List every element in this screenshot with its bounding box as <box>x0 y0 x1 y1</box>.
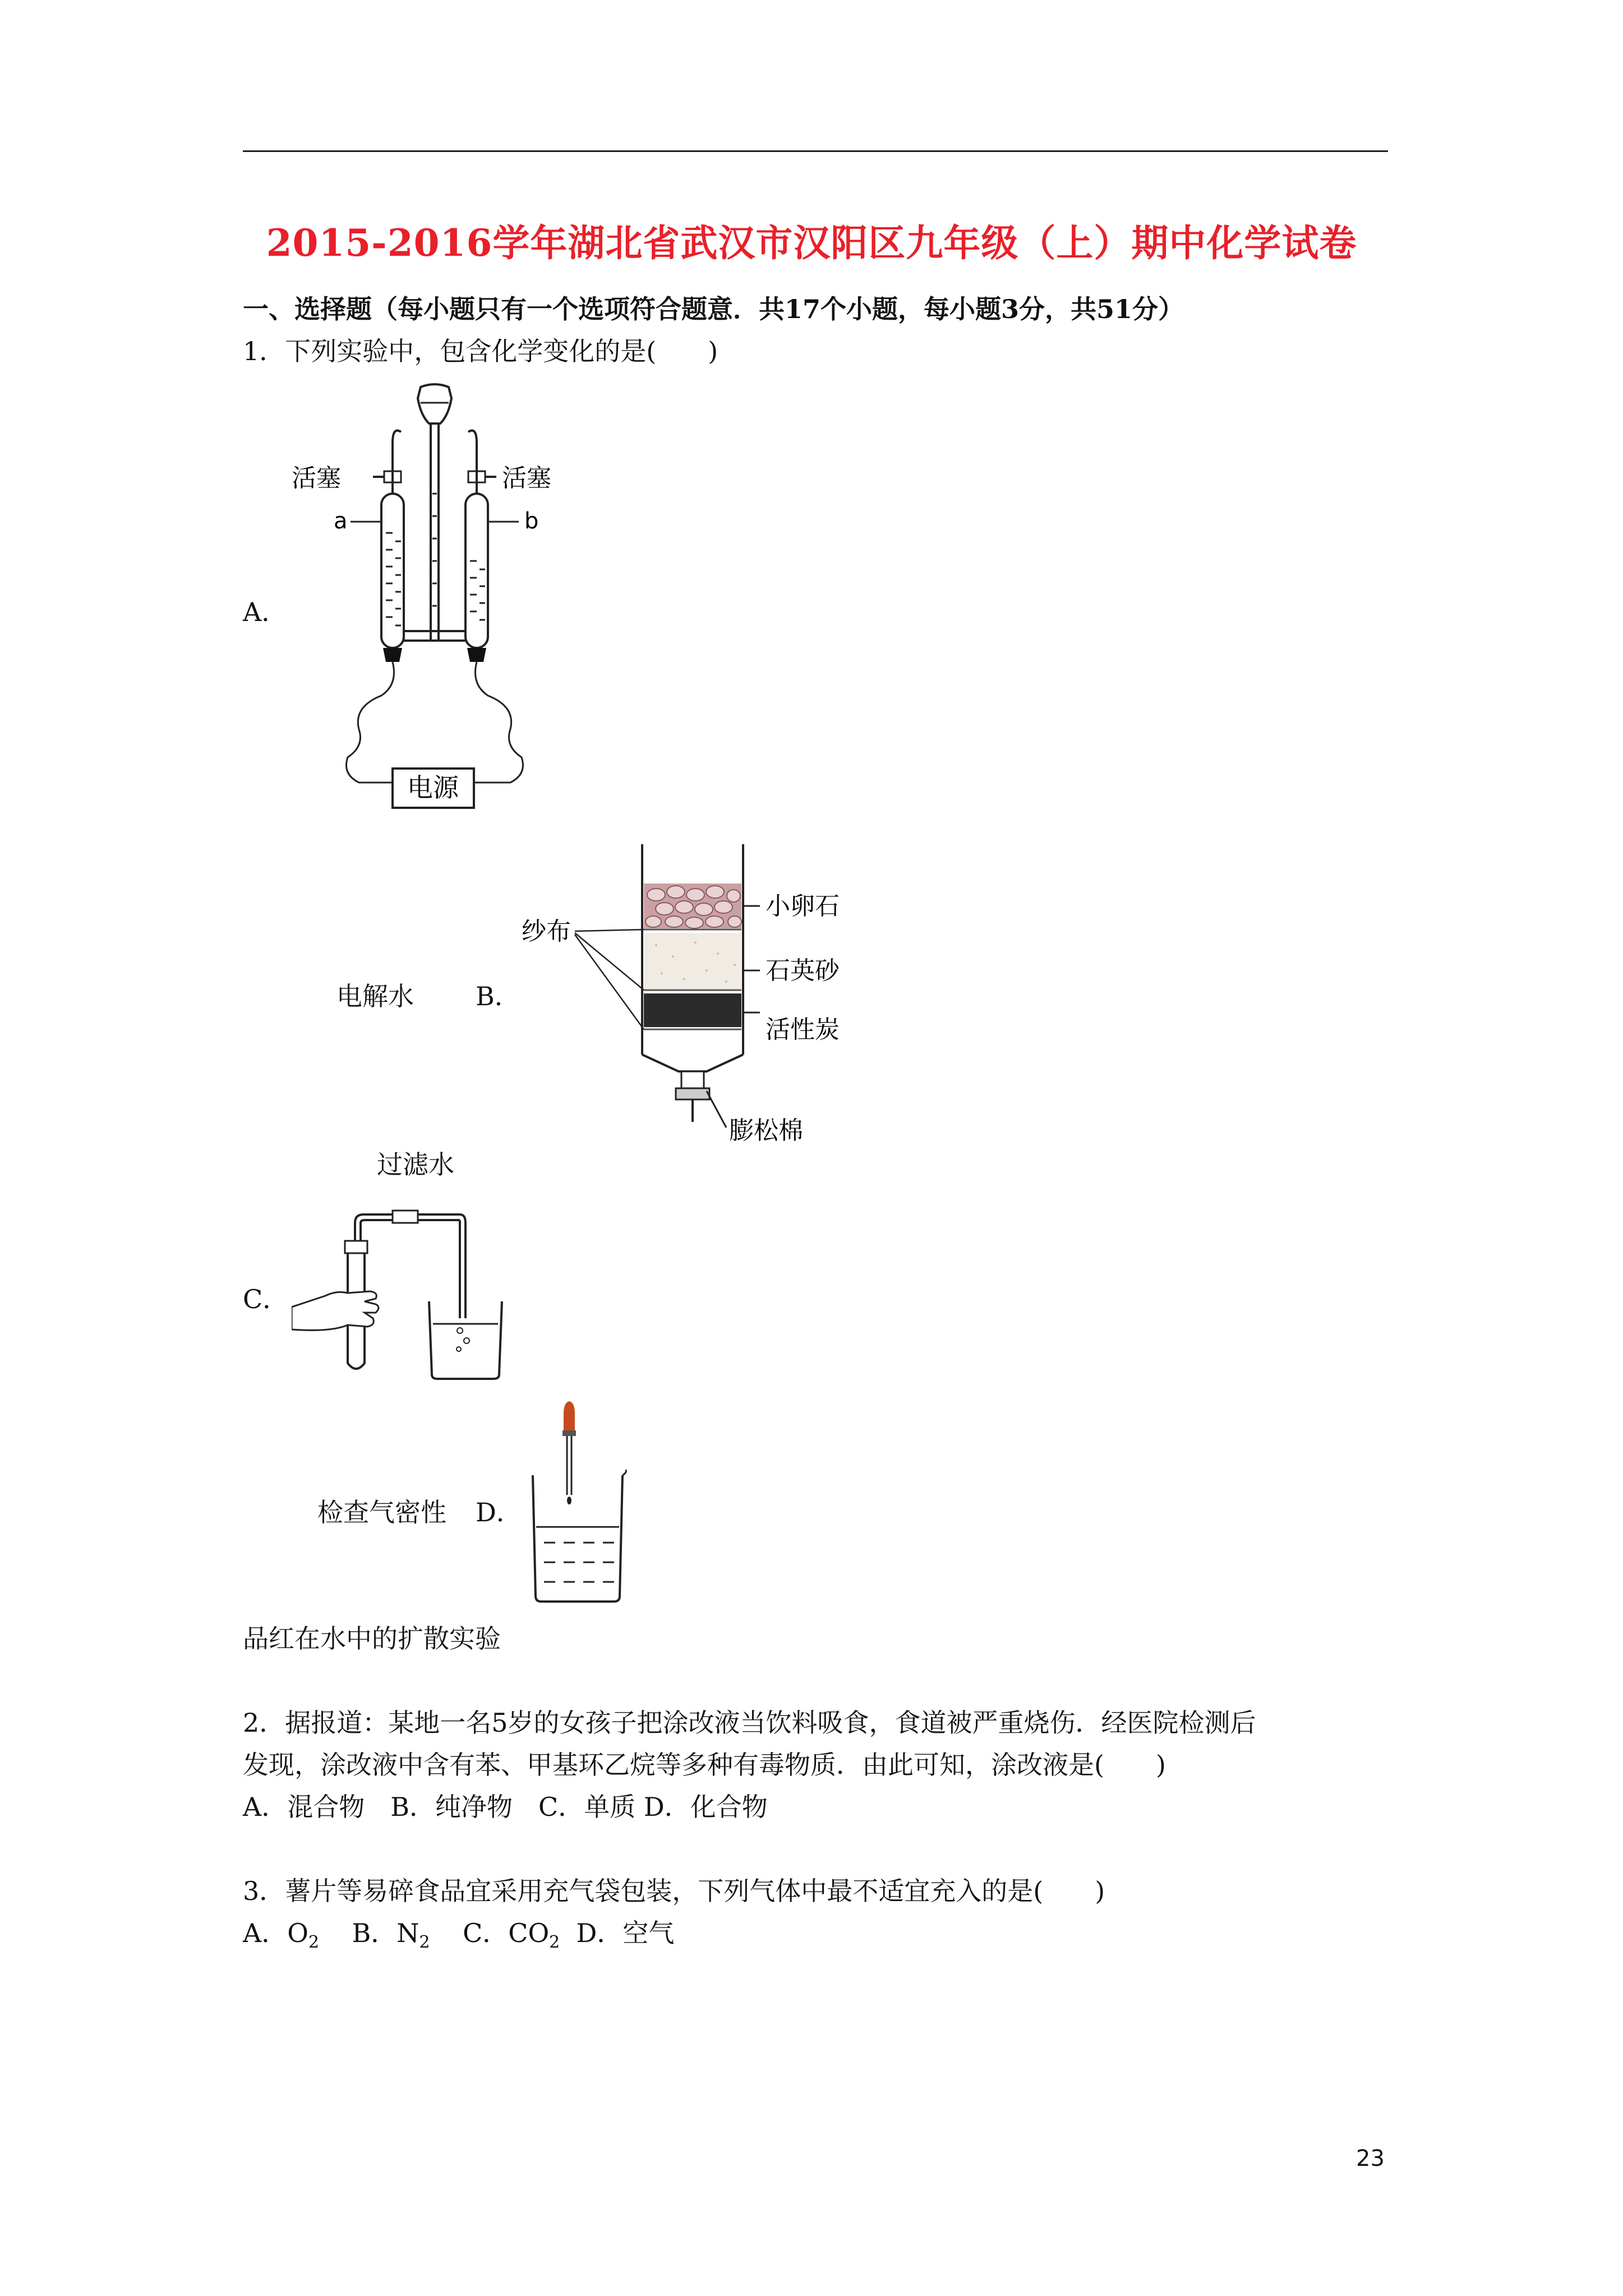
q1-option-b-caption: 过滤水 <box>377 1149 454 1180</box>
q3-options <box>243 1913 674 1952</box>
airtightness-check-figure <box>292 1200 628 1386</box>
water-filter-figure <box>516 844 875 1147</box>
quartz-sand-label: 石英砂 <box>766 956 840 985</box>
right-stopcock-label: 活塞 <box>502 464 551 493</box>
q3-option-b: B．$N_2$ <box>352 1918 430 1953</box>
left-stopcock-label: 活塞 <box>292 464 341 493</box>
section-heading: 一、选择题（每小题只有一个选项符合题意．共17个小题，每小题3分，共51分） <box>243 294 1184 324</box>
power-source-label: 电源 <box>407 772 459 803</box>
q1-option-a-label: A． <box>243 597 288 627</box>
q2-stem-line2: 发现，涂改液中含有苯、甲基环乙烷等多种有毒物质．由此可知，涂改液是( ) <box>243 1750 1166 1780</box>
q1-option-d-label: D． <box>476 1497 522 1527</box>
page-number: 23 <box>1356 2146 1385 2171</box>
q1-option-d-caption: 品红在水中的扩散实验 <box>243 1623 501 1654</box>
activated-carbon-label: 活性炭 <box>766 1015 840 1044</box>
gauze-label: 纱布 <box>522 917 571 946</box>
q3-stem: 3．薯片等易碎食品宜采用充气袋包装，下列气体中最不适宜充入的是( ) <box>243 1876 1105 1906</box>
pebble-label: 小卵石 <box>766 892 840 921</box>
q2-stem-line1: 2．据报道：某地一名5岁的女孩子把涂改液当饮料吸食，食道被严重烧伤．经医院检测后 <box>243 1708 1256 1738</box>
q1-stem: 1．下列实验中，包含化学变化的是( ) <box>243 336 718 366</box>
q1-option-c-label: C． <box>243 1284 289 1314</box>
dye-diffusion-figure <box>522 1397 634 1610</box>
q3-option-a: A．$O_2$ <box>243 1918 319 1953</box>
exam-title: 2015-2016学年湖北省武汉市汉阳区九年级（上）期中化学试卷 <box>266 221 1357 265</box>
tube-b-label: b <box>524 508 539 534</box>
electrolysis-apparatus-figure <box>280 381 594 830</box>
q1-option-b-label: B． <box>476 981 520 1011</box>
tube-a-label: a <box>334 508 348 534</box>
q1-option-a-caption: 电解水 <box>336 981 414 1011</box>
q3-option-d: D．空气 <box>576 1918 675 1948</box>
q2-options: A．混合物 B．纯净物 C．单质 D．化合物 <box>243 1792 768 1822</box>
q3-option-c: C．$CO_2$ <box>463 1918 560 1953</box>
cotton-label: 膨松棉 <box>729 1116 803 1145</box>
q1-option-c-caption: 检查气密性 <box>317 1497 446 1527</box>
header-rule <box>243 150 1388 152</box>
